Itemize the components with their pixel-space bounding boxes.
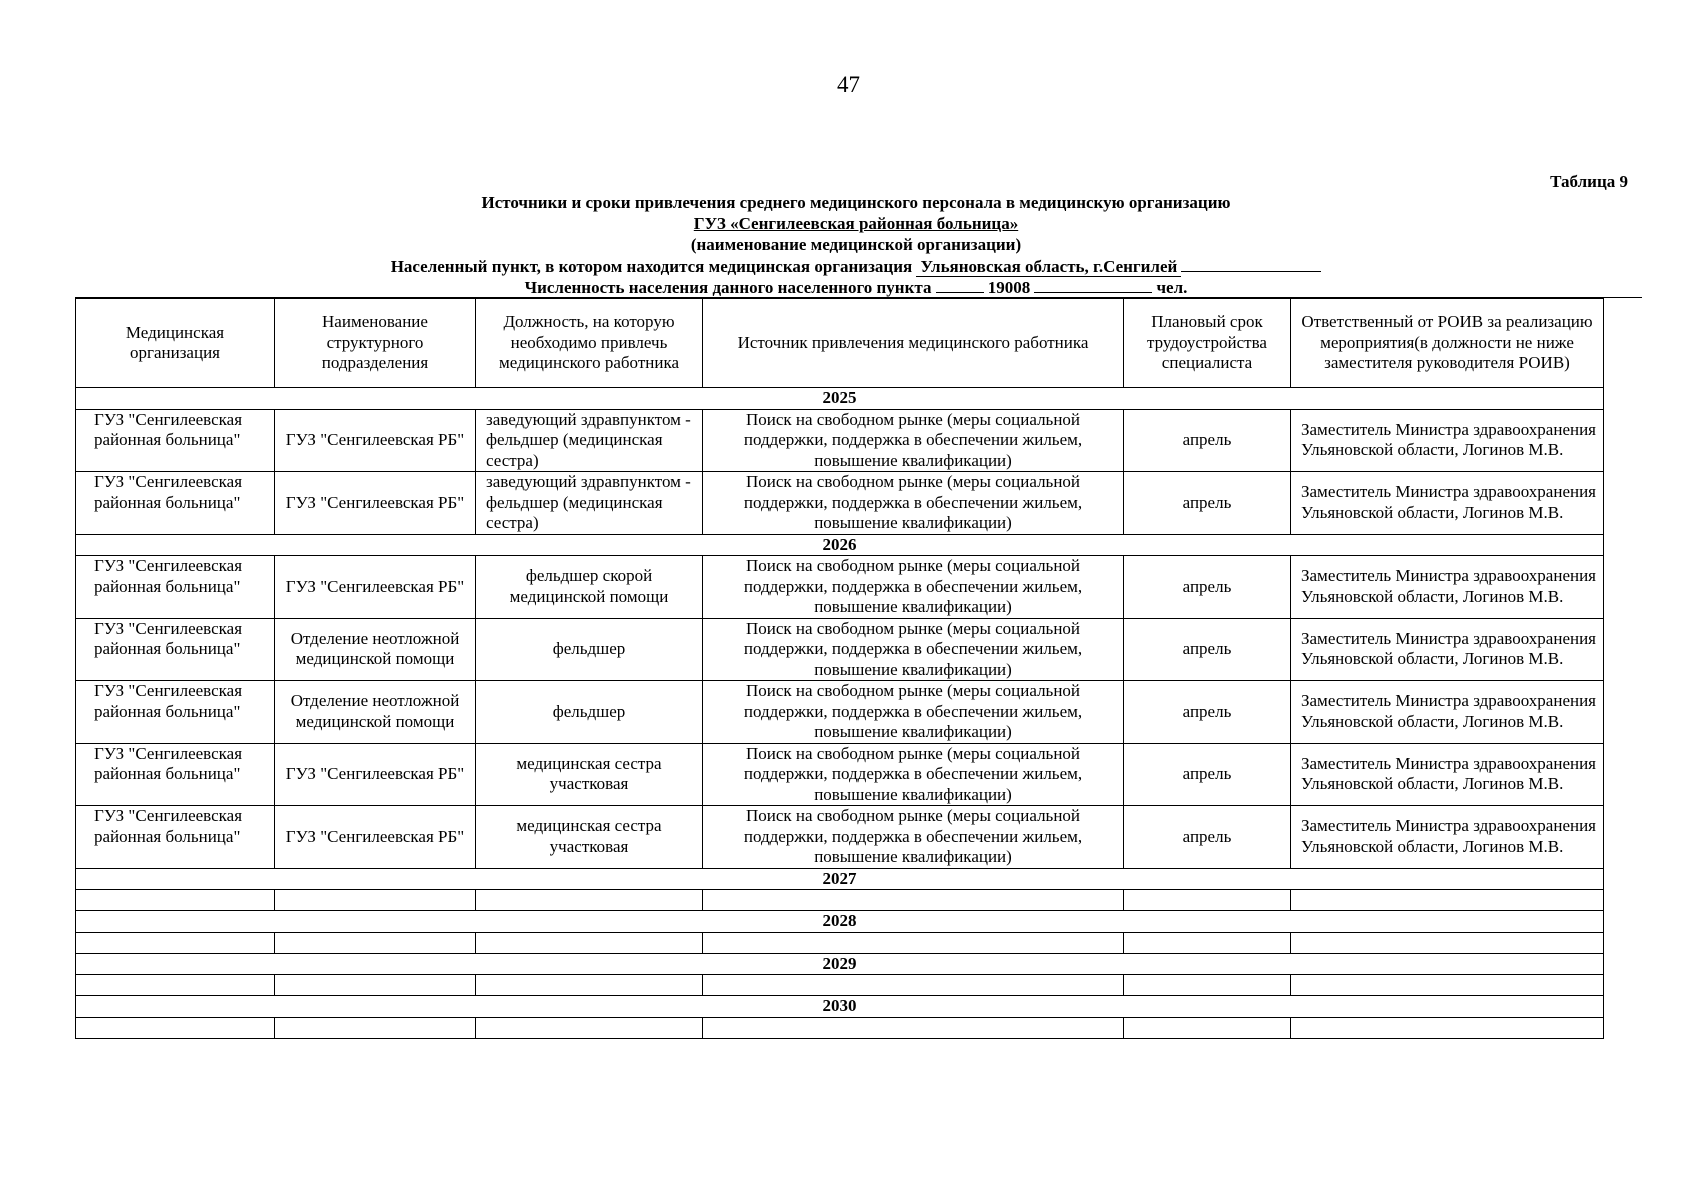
year-row [76, 868, 1604, 890]
year-row [76, 388, 1604, 410]
cell-unit: ГУЗ "Сенгилеевская РБ" [275, 556, 476, 619]
empty-cell [476, 890, 703, 911]
column-header: Наименование структурного подразделения [275, 299, 476, 388]
population-blank-right [1034, 277, 1152, 293]
empty-cell [275, 1017, 476, 1038]
organization-name-line [0, 214, 1697, 234]
column-header: Плановый срок трудоустройства специалиста [1124, 299, 1291, 388]
year-label: 2027 [76, 868, 1604, 890]
cell-term: апрель [1124, 556, 1291, 619]
cell-source: Поиск на свободном рынке (меры социальной поддержки, поддержка в обеспечении жильем, повышение квалификации) [703, 806, 1124, 869]
column-header: Должность, на которую необходимо привлечь медицинского работника [476, 299, 703, 388]
empty-row [76, 890, 1604, 911]
empty-cell [76, 975, 275, 996]
empty-cell [1124, 932, 1291, 953]
cell-org: ГУЗ "Сенгилеевская районная больница" [76, 409, 275, 472]
table-row [76, 472, 1604, 535]
cell-term: апрель [1124, 743, 1291, 806]
empty-cell [76, 932, 275, 953]
empty-cell [1291, 890, 1604, 911]
cell-unit: ГУЗ "Сенгилеевская РБ" [275, 743, 476, 806]
cell-org: ГУЗ "Сенгилеевская районная больница" [76, 806, 275, 869]
cell-position: медицинская сестра участковая [476, 743, 703, 806]
empty-cell [76, 890, 275, 911]
cell-term: апрель [1124, 618, 1291, 681]
cell-term: апрель [1124, 409, 1291, 472]
organization-name: ГУЗ «Сенгилеевская районная больница» [693, 214, 1019, 233]
empty-cell [1124, 1017, 1291, 1038]
year-label: 2029 [76, 953, 1604, 975]
year-row [76, 996, 1604, 1018]
page-number: 47 [837, 72, 860, 97]
empty-cell [1124, 975, 1291, 996]
cell-responsible: Заместитель Министра здравоохранения Ульяновской области, Логинов М.В. [1291, 743, 1604, 806]
locality-line [0, 256, 1697, 277]
empty-cell [1291, 1017, 1604, 1038]
empty-cell [275, 932, 476, 953]
column-header: Источник привлечения медицинского работника [703, 299, 1124, 388]
empty-cell [703, 890, 1124, 911]
year-label: 2030 [76, 996, 1604, 1018]
cell-org: ГУЗ "Сенгилеевская районная больница" [76, 472, 275, 535]
empty-cell [1291, 975, 1604, 996]
year-label: 2026 [76, 534, 1604, 556]
empty-row [76, 932, 1604, 953]
year-label: 2025 [76, 388, 1604, 410]
cell-unit: ГУЗ "Сенгилеевская РБ" [275, 806, 476, 869]
empty-cell [1124, 890, 1291, 911]
cell-responsible: Заместитель Министра здравоохранения Ульяновской области, Логинов М.В. [1291, 681, 1604, 744]
population-label: Численность населения данного населенного пункта [524, 278, 932, 297]
cell-position: фельдшер [476, 681, 703, 744]
locality-blank [1181, 256, 1321, 272]
cell-responsible: Заместитель Министра здравоохранения Ульяновской области, Логинов М.В. [1291, 556, 1604, 619]
table-row [76, 806, 1604, 869]
cell-position: заведующий здравпунктом - фельдшер (медицинская сестра) [476, 472, 703, 535]
table-row [76, 409, 1604, 472]
cell-org: ГУЗ "Сенгилеевская районная больница" [76, 743, 275, 806]
cell-org: ГУЗ "Сенгилеевская районная больница" [76, 618, 275, 681]
organization-caption: (наименование медицинской организации) [690, 235, 1022, 254]
cell-source: Поиск на свободном рынке (меры социальной поддержки, поддержка в обеспечении жильем, повышение квалификации) [703, 743, 1124, 806]
table-header-row [76, 299, 1604, 388]
cell-position: медицинская сестра участковая [476, 806, 703, 869]
column-header: Медицинская организация [76, 299, 275, 388]
empty-cell [476, 932, 703, 953]
empty-cell [476, 1017, 703, 1038]
cell-term: апрель [1124, 806, 1291, 869]
cell-position: фельдшер [476, 618, 703, 681]
cell-unit: ГУЗ "Сенгилеевская РБ" [275, 472, 476, 535]
column-header: Ответственный от РОИВ за реализацию мероприятия(в должности не ниже заместителя руководителя РОИВ) [1291, 299, 1604, 388]
cell-position: фельдшер скорой медицинской помощи [476, 556, 703, 619]
cell-responsible: Заместитель Министра здравоохранения Ульяновской области, Логинов М.В. [1291, 409, 1604, 472]
table-row [76, 681, 1604, 744]
empty-row [76, 1017, 1604, 1038]
population-blank-left [936, 277, 984, 293]
empty-cell [476, 975, 703, 996]
empty-cell [275, 975, 476, 996]
empty-cell [703, 1017, 1124, 1038]
empty-cell [1291, 932, 1604, 953]
empty-cell [275, 890, 476, 911]
locality-value: Ульяновская область, г.Сенгилей [916, 257, 1181, 277]
locality-label: Населенный пункт, в котором находится медицинская организация [390, 257, 913, 276]
cell-responsible: Заместитель Министра здравоохранения Ульяновской области, Логинов М.В. [1291, 472, 1604, 535]
empty-cell [76, 1017, 275, 1038]
population-unit: чел. [1156, 278, 1188, 297]
empty-cell [703, 975, 1124, 996]
staffing-table [75, 298, 1604, 1039]
empty-row [76, 975, 1604, 996]
population-line [0, 277, 1697, 298]
table-row [76, 618, 1604, 681]
cell-org: ГУЗ "Сенгилеевская районная больница" [76, 556, 275, 619]
cell-org: ГУЗ "Сенгилеевская районная больница" [76, 681, 275, 744]
population-value: 19008 [984, 278, 1035, 298]
table-row [76, 743, 1604, 806]
cell-source: Поиск на свободном рынке (меры социальной поддержки, поддержка в обеспечении жильем, повышение квалификации) [703, 409, 1124, 472]
cell-responsible: Заместитель Министра здравоохранения Ульяновской области, Логинов М.В. [1291, 618, 1604, 681]
year-label: 2028 [76, 911, 1604, 933]
cell-term: апрель [1124, 472, 1291, 535]
cell-unit: Отделение неотложной медицинской помощи [275, 618, 476, 681]
table-row [76, 556, 1604, 619]
year-row [76, 953, 1604, 975]
empty-cell [703, 932, 1124, 953]
cell-source: Поиск на свободном рынке (меры социальной поддержки, поддержка в обеспечении жильем, повышение квалификации) [703, 681, 1124, 744]
cell-responsible: Заместитель Министра здравоохранения Ульяновской области, Логинов М.В. [1291, 806, 1604, 869]
cell-source: Поиск на свободном рынке (меры социальной поддержки, поддержка в обеспечении жильем, повышение квалификации) [703, 472, 1124, 535]
cell-unit: Отделение неотложной медицинской помощи [275, 681, 476, 744]
cell-source: Поиск на свободном рынке (меры социальной поддержки, поддержка в обеспечении жильем, повышение квалификации) [703, 618, 1124, 681]
cell-term: апрель [1124, 681, 1291, 744]
document-title: Источники и сроки привлечения среднего медицинского персонала в медицинскую организацию [481, 193, 1231, 212]
cell-unit: ГУЗ "Сенгилеевская РБ" [275, 409, 476, 472]
year-row [76, 911, 1604, 933]
table-label: Таблица 9 [1550, 172, 1628, 191]
cell-position: заведующий здравпунктом - фельдшер (медицинская сестра) [476, 409, 703, 472]
year-row [76, 534, 1604, 556]
cell-source: Поиск на свободном рынке (меры социальной поддержки, поддержка в обеспечении жильем, повышение квалификации) [703, 556, 1124, 619]
